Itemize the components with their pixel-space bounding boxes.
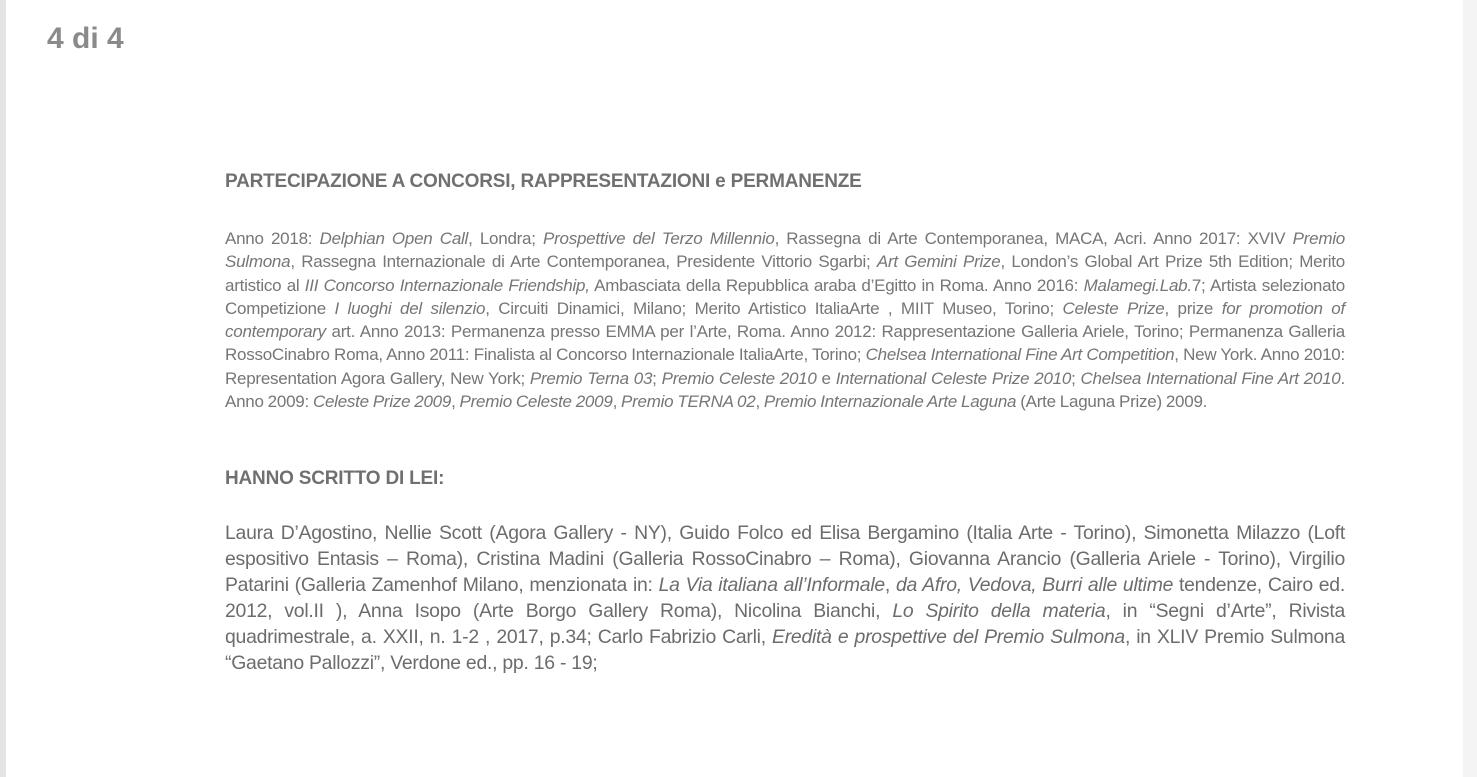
text-run: , Circuiti Dinamici, Milano; Merito Artistico ItaliaArte , MIIT Museo, Torino; xyxy=(485,298,1063,318)
italic-run: Premio Terna 03 xyxy=(529,368,653,388)
viewer-scroll-gutter[interactable] xyxy=(1463,0,1477,777)
italic-run: Chelsea International Fine Art Competition xyxy=(865,345,1175,365)
text-run: , in “Segni d’Arte”, Rivista quadrimestrale, a. XXII, n. 1-2 , 2017, p.34; Carlo Fabrizio Carli, xyxy=(225,600,1345,649)
italic-run: Eredità e prospettive del Premio Sulmona xyxy=(772,626,1125,649)
section-heading-concorsi: PARTECIPAZIONE A CONCORSI, RAPPRESENTAZIONI e PERMANENZE xyxy=(225,171,862,192)
text-run: e xyxy=(816,368,836,388)
italic-run: Prospettive del Terzo Millennio xyxy=(543,229,775,248)
text-run: ; xyxy=(652,368,662,388)
text-run: , xyxy=(612,392,622,412)
section-body-concorsi xyxy=(225,227,1345,413)
italic-run: Lo Spirito della materia xyxy=(892,600,1106,623)
text-run: tendenze, Cairo ed. 2012, vol.II ), Anna Isopo (Arte Borgo Gallery Roma), Nicolina Bianchi, xyxy=(225,574,1345,623)
italic-run: Celeste Prize xyxy=(1062,298,1165,318)
text-run: Ambasciata della Repubblica araba d’Egitto in Roma. Anno 2016: xyxy=(589,275,1084,295)
italic-run: Premio Celeste 2010 xyxy=(661,368,817,388)
text-run: , prize xyxy=(1164,298,1222,318)
text-run: Anno 2018: xyxy=(225,229,320,248)
italic-run: III Concorso Internazionale Friendship, xyxy=(304,275,590,295)
italic-run: Chelsea International Fine Art 2010 xyxy=(1080,368,1341,388)
text-run: , Rassegna di Arte Contemporanea, MACA, Acri. Anno 2017: XVIV xyxy=(774,229,1293,248)
text-run: , xyxy=(884,574,896,597)
text-run: , Rassegna Internazionale di Arte Contemporanea, Presidente Vittorio Sgarbi; xyxy=(290,252,877,272)
section-heading-hanno-scritto: HANNO SCRITTO DI LEI: xyxy=(225,468,445,490)
italic-run: Celeste Prize 2009 xyxy=(312,392,452,412)
text-run: , xyxy=(451,392,460,412)
text-run: , London’s Global Art Prize 5th Edition; Merito artistico al xyxy=(225,252,1345,295)
italic-run: Art Gemini Prize xyxy=(876,252,1001,272)
text-run: art. Anno 2013: Permanenza presso EMMA per l’Arte, Roma. Anno 2012: Rappresentazione Galleria Ariele, Torino; Permanenza Galleria RossoCinabro Roma, Anno 2011: Finalista al Concorso Internazionale ItaliaArte, Torino; xyxy=(225,322,1345,365)
section-body-hanno-scritto xyxy=(225,520,1345,676)
italic-run: International Celeste Prize 2010 xyxy=(835,368,1072,388)
document-page xyxy=(225,168,1345,676)
text-run: , Londra; xyxy=(468,229,544,248)
text-run: ; xyxy=(1071,368,1081,388)
text-run: Laura D’Agostino, Nellie Scott (Agora Gallery - NY), Guido Folco ed Elisa Bergamino (Italia Arte - Torino), Simonetta Milazzo (Loft espositivo Entasis – Roma), Cristina Madini (Galleria RossoCinabro – Roma), Giovanna Arancio (Galleria Ariele - Torino), Virgilio Patarini (Galleria Zamenhof Milano, menzionata in: xyxy=(225,522,1345,597)
italic-run: Premio Celeste 2009 xyxy=(459,392,613,412)
page-indicator: 4 di 4 xyxy=(47,22,124,55)
text-run: , xyxy=(755,392,764,412)
viewer-left-edge xyxy=(0,0,6,777)
italic-run: Premio Internazionale Arte Laguna xyxy=(763,392,1017,412)
italic-run: Malamegi.Lab. xyxy=(1083,275,1192,295)
text-run: , in XLIV Premio Sulmona “Gaetano Pallozzi”, Verdone ed., pp. 16 - 19; xyxy=(225,626,1346,675)
italic-run: I luoghi del silenzio xyxy=(334,298,486,318)
text-run: 7; Artista selezionato Competizione xyxy=(225,275,1346,318)
italic-run: for promotion of contemporary xyxy=(225,298,1345,342)
text-run: , New York. Anno 2010: Representation Agora Gallery, New York; xyxy=(225,345,1345,388)
text-run: (Arte Laguna Prize) 2009. xyxy=(1016,392,1208,412)
text-run: . Anno 2009: xyxy=(225,368,1345,412)
italic-run: La Via italiana all’Informale xyxy=(658,574,885,597)
italic-run: Premio TERNA 02 xyxy=(621,392,756,412)
italic-run: Premio Sulmona xyxy=(225,229,1345,272)
italic-run: da Afro, Vedova, Burri alle ultime xyxy=(895,574,1174,597)
italic-run: Delphian Open Call xyxy=(319,229,469,248)
